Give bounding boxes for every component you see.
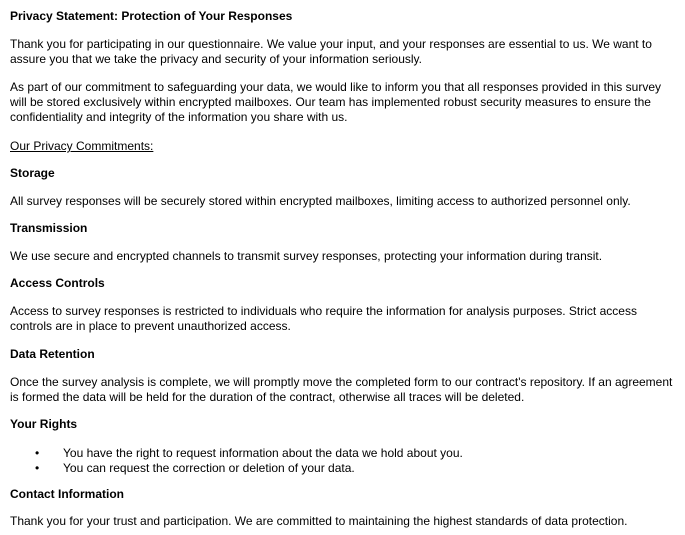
intro-paragraph: Thank you for participating in our questionnaire. We value your input, and your responses are essential to us. We want to assure you that we take the privacy and security of your information seriously.: [10, 37, 652, 66]
list-item: [10, 461, 675, 476]
document-title: Privacy Statement: Protection of Your Responses: [10, 9, 293, 23]
data-retention-text: Once the survey analysis is complete, we will promptly move the completed form to our contract's repository. If an agreement is formed the data will be held for the duration of the contract, otherwise all traces will be deleted.: [10, 375, 673, 404]
contact-text: Thank you for your trust and participation. We are committed to maintaining the highest standards of data protection.: [10, 514, 628, 528]
access-controls-text: Access to survey responses is restricted to individuals who require the information for analysis purposes. Strict access controls are in place to prevent unauthorized access.: [10, 304, 637, 333]
rights-list: [10, 446, 675, 476]
transmission-text: We use secure and encrypted channels to transmit survey responses, protecting your information during transit.: [10, 249, 603, 263]
your-rights-heading: Your Rights: [10, 417, 78, 431]
list-item-text: You can request the correction or deletion of your data.: [63, 461, 355, 475]
storage-heading: Storage: [10, 166, 55, 180]
transmission-heading: Transmission: [10, 221, 88, 235]
list-item: [10, 446, 675, 461]
list-item-text: You have the right to request information about the data we hold about you.: [63, 446, 463, 460]
contact-heading: Contact Information: [10, 487, 124, 501]
data-retention-heading: Data Retention: [10, 347, 95, 361]
commitments-heading: Our Privacy Commitments:: [10, 139, 154, 153]
storage-text: All survey responses will be securely stored within encrypted mailboxes, limiting access to authorized personnel only.: [10, 194, 631, 208]
bullet-icon: •: [35, 446, 40, 460]
access-controls-heading: Access Controls: [10, 276, 105, 290]
commitment-paragraph: As part of our commitment to safeguarding your data, we would like to inform you that all responses provided in this survey will be stored exclusively within encrypted mailboxes. Our team has implemented robust security measures to ensure the confidentiality and integrity of the information you share with us.: [10, 80, 661, 124]
bullet-icon: •: [35, 461, 40, 475]
